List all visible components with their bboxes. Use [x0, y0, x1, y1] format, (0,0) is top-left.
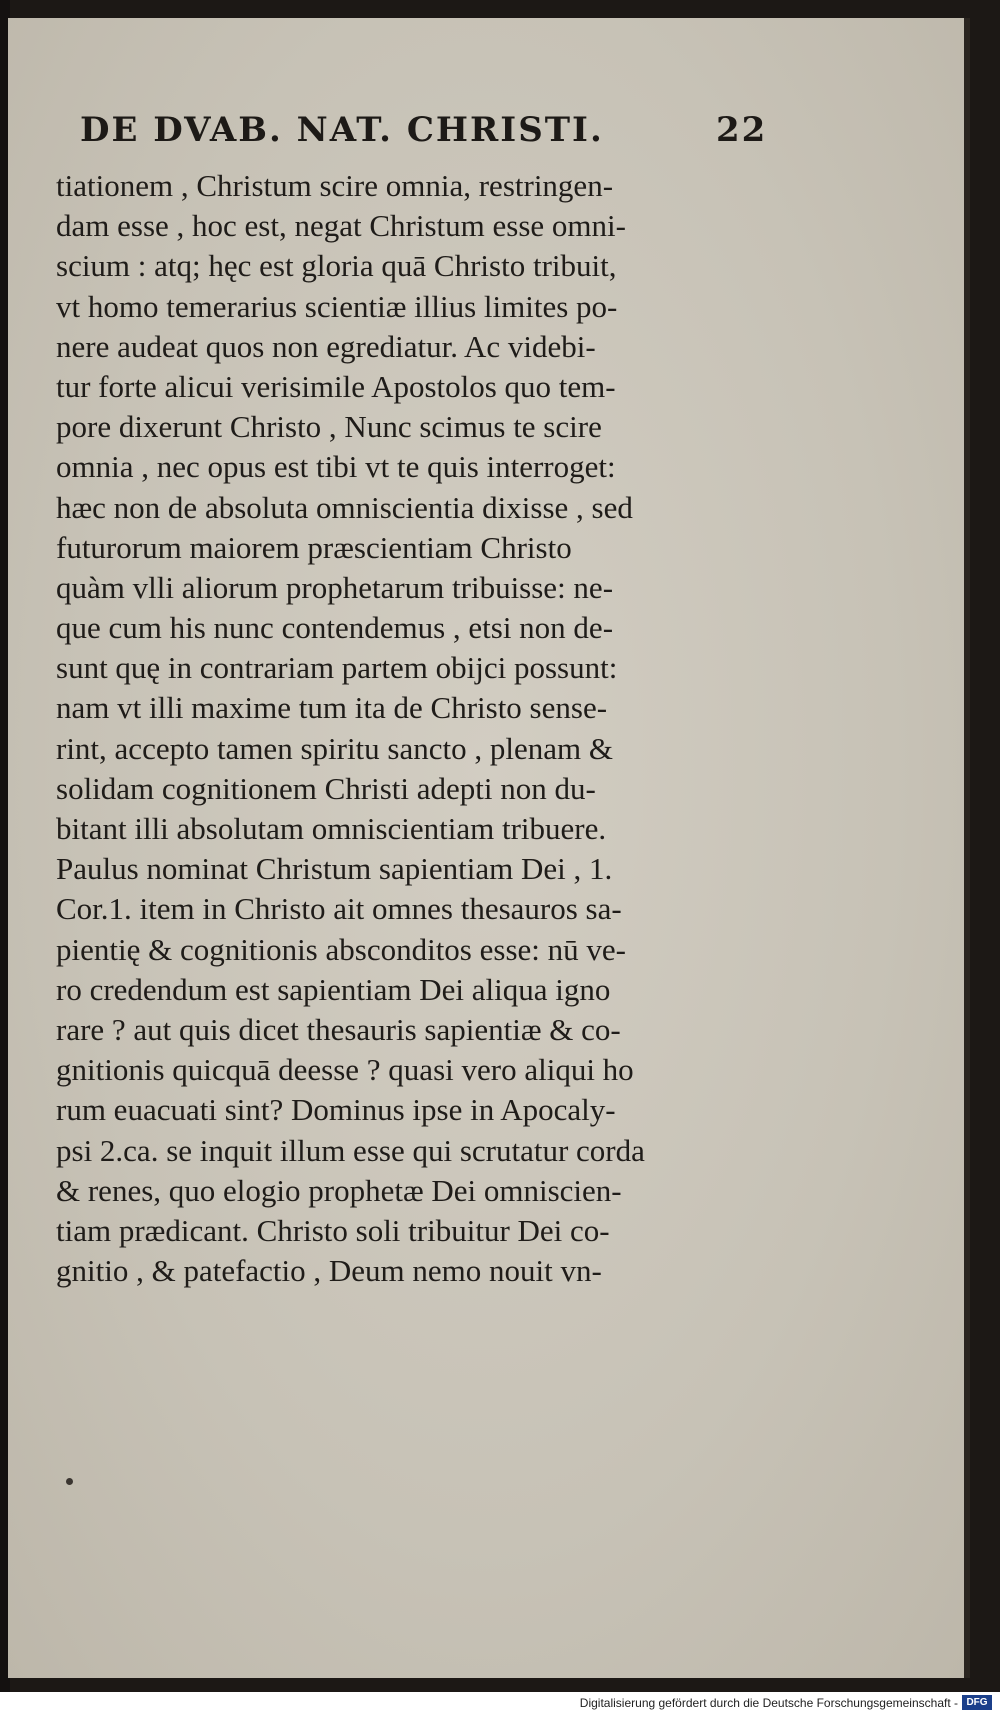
text-line: tiationem , Christum scire omnia, restringen- [56, 168, 614, 203]
funding-credit: Digitalisierung gefördert durch die Deutsche Forschungsgemeinschaft - [579, 1696, 958, 1710]
text-line: ro credendum est sapientiam Dei aliqua igno [56, 971, 611, 1007]
dfg-logo-icon: DFG [962, 1695, 992, 1710]
text-line: rare ? aut quis dicet thesauris sapientiæ & co- [56, 1011, 621, 1047]
text-line: & renes, quo elogio prophetæ Dei omniscien- [56, 1172, 622, 1208]
text-line: vt homo temerarius scientiæ illius limites po- [56, 288, 618, 324]
text-line: quàm vlli aliorum prophetarum tribuisse: ne- [56, 569, 614, 605]
text-line: que cum his nunc contendemus , etsi non de- [56, 610, 614, 646]
ink-spot [66, 1478, 73, 1485]
body-text [56, 166, 776, 1291]
digitization-footer [0, 1692, 1000, 1716]
text-line: hæc non de absoluta omniscientia dixisse , sed [56, 489, 633, 525]
running-title: DE DVAB. NAT. CHRISTI. [80, 110, 604, 150]
text-line: omnia , nec opus est tibi vt te quis interroget: [56, 449, 616, 485]
text-line: Cor.1. item in Christo ait omnes thesauros sa- [56, 891, 622, 927]
text-line: futurorum maiorem præscientiam Christo [56, 529, 572, 565]
text-line: solidam cognitionem Christi adepti non du- [56, 770, 596, 806]
text-line: scium : atq; hęc est gloria quā Christo tribuit, [56, 248, 617, 284]
text-line: psi 2.ca. se inquit illum esse qui scrutatur corda [56, 1132, 645, 1168]
text-line: rint, accepto tamen spiritu sancto , plenam & [56, 730, 613, 766]
text-line: dam esse , hoc est, negat Christum esse omni- [56, 208, 626, 244]
text-line: gnitio , & patefactio , Deum nemo nouit vn- [56, 1253, 602, 1289]
page-number: 22 [716, 110, 768, 150]
text-line: pientię & cognitionis absconditos esse: nū ve- [56, 931, 626, 967]
page-header [66, 110, 766, 158]
text-line: bitant illi absolutam omniscientiam tribuere. [56, 811, 607, 846]
text-line: tiam prædicant. Christo soli tribuitur Dei co- [56, 1212, 610, 1248]
text-line: Paulus nominat Christum sapientiam Dei , 1. [56, 851, 613, 887]
text-line: pore dixerunt Christo , Nunc scimus te scire [56, 409, 602, 445]
text-line: gnitionis quicquā deesse ? quasi vero aliqui ho [56, 1052, 634, 1088]
text-line: nam vt illi maxime tum ita de Christo sense- [56, 690, 608, 726]
text-line: rum euacuati sint? Dominus ipse in Apocaly- [56, 1092, 616, 1128]
text-line: nere audeat quos non egrediatur. Ac videbi- [56, 328, 596, 364]
text-line: tur forte alicui verisimile Apostolos quo tem- [56, 368, 616, 404]
text-line: sunt quę in contrariam partem obijci possunt: [56, 650, 618, 686]
